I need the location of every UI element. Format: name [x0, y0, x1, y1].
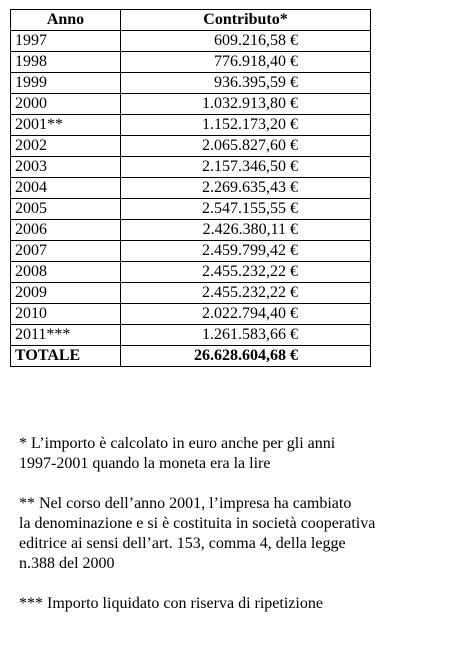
table-row [11, 325, 371, 346]
table-row [11, 304, 371, 325]
footnotes [19, 434, 464, 634]
year-cell: 1997 [11, 31, 121, 52]
header-year: Anno [11, 10, 121, 31]
header-contribution: Contributo* [121, 10, 371, 31]
table-row [11, 157, 371, 178]
table-row [11, 241, 371, 262]
amount-cell: 1.261.583,66 € [121, 325, 371, 346]
footnote [19, 594, 464, 614]
footnote [19, 434, 464, 474]
total-amount: 26.628.604,68 € [121, 346, 371, 367]
amount-cell: 609.216,58 € [121, 31, 371, 52]
footnote [19, 494, 464, 574]
amount-cell: 2.455.232,22 € [121, 283, 371, 304]
table-row [11, 73, 371, 94]
footnote-line: la denominazione e si è costituita in società cooperativa [19, 515, 376, 532]
total-label: TOTALE [11, 346, 121, 367]
table-row [11, 199, 371, 220]
amount-cell: 2.065.827,60 € [121, 136, 371, 157]
year-cell: 2009 [11, 283, 121, 304]
table-row [11, 220, 371, 241]
amount-cell: 1.032.913,80 € [121, 94, 371, 115]
year-cell: 2011*** [11, 325, 121, 346]
year-cell: 1999 [11, 73, 121, 94]
year-cell: 2008 [11, 262, 121, 283]
contributions-table [10, 9, 371, 367]
year-cell: 2007 [11, 241, 121, 262]
footnote-line: editrice ai sensi dell’art. 153, comma 4, della legge [19, 535, 346, 552]
amount-cell: 2.022.794,40 € [121, 304, 371, 325]
amount-cell: 2.459.799,42 € [121, 241, 371, 262]
footnote-line: ** Nel corso dell’anno 2001, l’impresa ha cambiato [19, 495, 352, 512]
amount-cell: 2.157.346,50 € [121, 157, 371, 178]
amount-cell: 2.455.232,22 € [121, 262, 371, 283]
amount-cell: 2.547.155,55 € [121, 199, 371, 220]
table-row [11, 52, 371, 73]
year-cell: 2003 [11, 157, 121, 178]
table-header-row [11, 10, 371, 31]
footnote-line: * L’importo è calcolato in euro anche per gli anni [19, 435, 336, 452]
year-cell: 2005 [11, 199, 121, 220]
table-row [11, 136, 371, 157]
amount-cell: 1.152.173,20 € [121, 115, 371, 136]
table-row [11, 178, 371, 199]
year-cell: 2001** [11, 115, 121, 136]
amount-cell: 2.426.380,11 € [121, 220, 371, 241]
table-row [11, 94, 371, 115]
year-cell: 1998 [11, 52, 121, 73]
year-cell: 2002 [11, 136, 121, 157]
table-row [11, 31, 371, 52]
footnote-line: 1997-2001 quando la moneta era la lire [19, 455, 271, 472]
amount-cell: 936.395,59 € [121, 73, 371, 94]
year-cell: 2010 [11, 304, 121, 325]
footnote-line: *** Importo liquidato con riserva di ripetizione [19, 595, 323, 612]
table-body [11, 31, 371, 367]
footnote-line: n.388 del 2000 [19, 555, 115, 572]
table-row [11, 262, 371, 283]
table-row [11, 283, 371, 304]
total-row [11, 346, 371, 367]
year-cell: 2000 [11, 94, 121, 115]
amount-cell: 776.918,40 € [121, 52, 371, 73]
year-cell: 2004 [11, 178, 121, 199]
table-row [11, 115, 371, 136]
year-cell: 2006 [11, 220, 121, 241]
amount-cell: 2.269.635,43 € [121, 178, 371, 199]
